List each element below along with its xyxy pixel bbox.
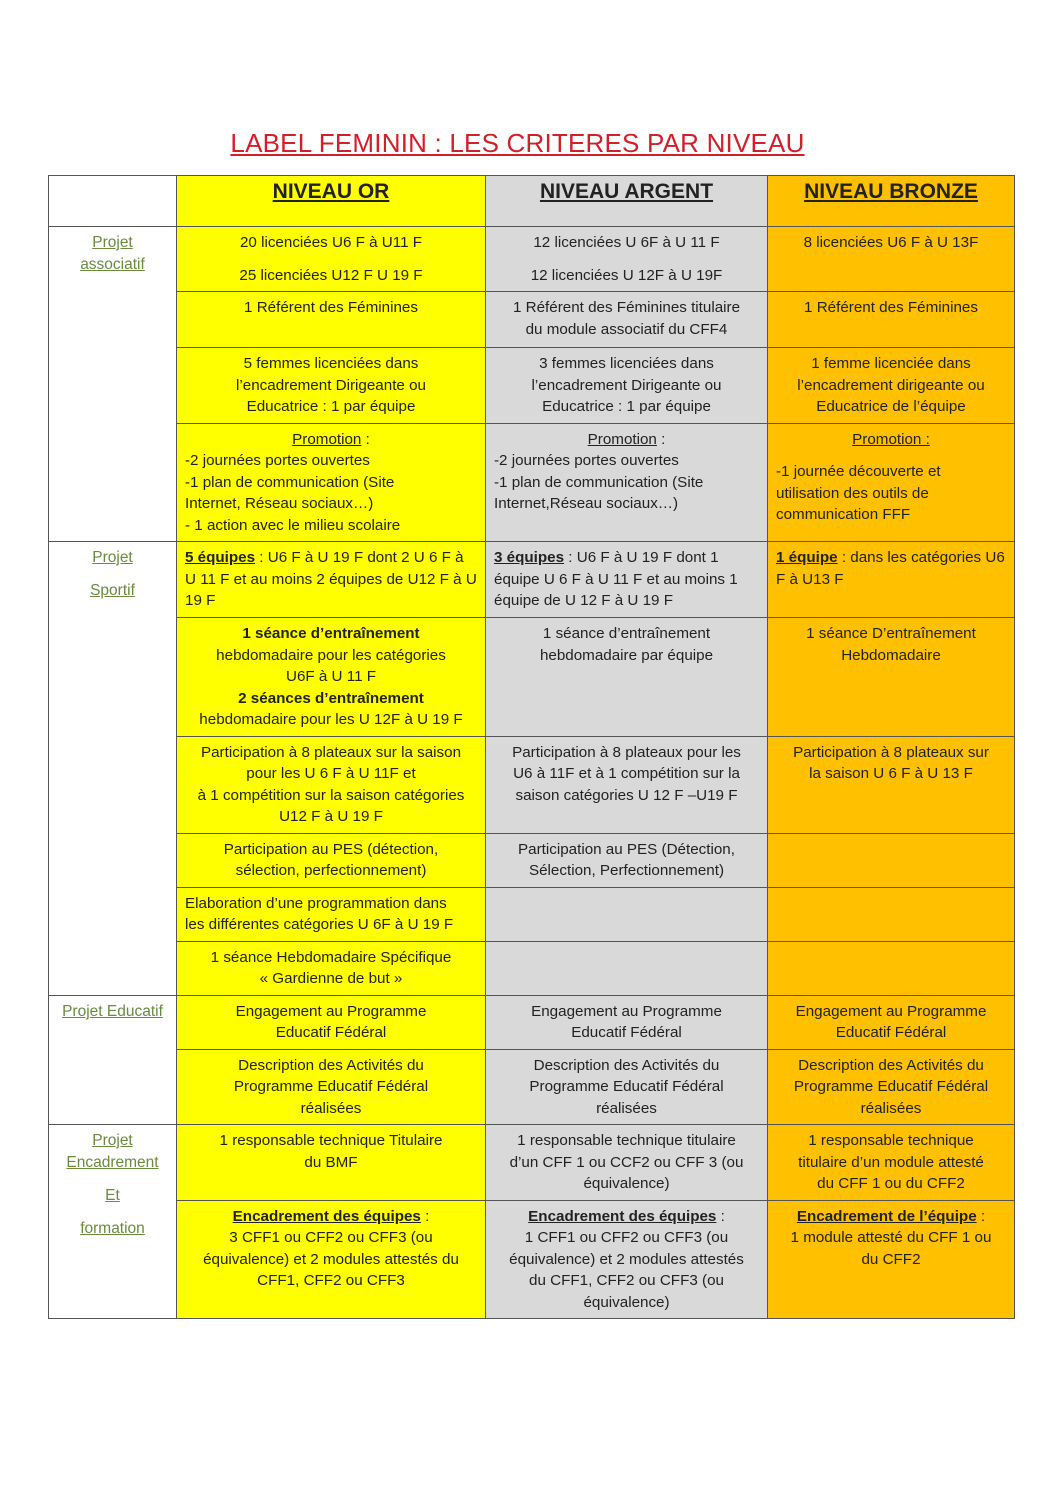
row-programmation [49,887,1015,941]
cell-argent-description: Description des Activités du Programme Educatif Fédéral réalisées [486,1049,768,1125]
header-or: NIVEAU OR [177,176,486,227]
row-referent [49,292,1015,348]
cell-bronze-femmes: 1 femme licenciée dans l’encadrement dirigeante ou Educatrice de l’équipe [768,348,1015,424]
row-engagement [49,995,1015,1049]
cell-or-promotion: Promotion : -2 journées portes ouvertes -1 plan de communication (Site Internet, Réseau sociaux…) - 1 action avec le milieu scolaire [177,423,486,542]
cell-argent-seance: 1 séance d’entraînement hebdomadaire par équipe [486,618,768,737]
row-plateaux [49,736,1015,833]
cell-argent-referent: 1 Référent des Féminines titulaire du module associatif du CFF4 [486,292,768,348]
cell-bronze-equipes: 1 équipe : dans les catégories U6 F à U13 F [768,542,1015,618]
cell-or-engagement: Engagement au Programme Educatif Fédéral [177,995,486,1049]
row-promotion [49,423,1015,542]
cell-bronze-licencies: 8 licenciées U6 F à U 13F [768,227,1015,292]
row-seance [49,618,1015,737]
row-femmes [49,348,1015,424]
cell-argent-gardienne [486,941,768,995]
row-equipes [49,542,1015,618]
cell-argent-licencies: 12 licenciées U 6F à U 11 F 12 licenciées U 12F à U 19F [486,227,768,292]
cell-or-plateaux: Participation à 8 plateaux sur la saison pour les U 6 F à U 11F et à 1 compétition sur la saison catégories U12 F à U 19 F [177,736,486,833]
cell-or-referent: 1 Référent des Féminines [177,292,486,348]
row-description [49,1049,1015,1125]
cell-argent-equipes: 3 équipes : U6 F à U 19 F dont 1 équipe U 6 F à U 11 F et au moins 1 équipe de U 12 F à U 19 F [486,542,768,618]
category-encadrement: Projet Encadrement Et formation [49,1125,177,1319]
cell-or-seance: 1 séance d’entraînement hebdomadaire pour les catégories U6F à U 11 F 2 séances d’entraînement hebdomadaire pour les U 12F à U 19 F [177,618,486,737]
category-sportif: Projet Sportif [49,542,177,996]
cell-argent-engagement: Engagement au Programme Educatif Fédéral [486,995,768,1049]
header-bronze: NIVEAU BRONZE [768,176,1015,227]
cell-argent-encadrement: Encadrement des équipes : 1 CFF1 ou CFF2 ou CFF3 (ou équivalence) et 2 modules attestés du CFF1, CFF2 ou CFF3 (ou équivalence) [486,1200,768,1319]
cell-or-licencies: 20 licenciées U6 F à U11 F 25 licenciées U12 F U 19 F [177,227,486,292]
cell-argent-programmation [486,887,768,941]
cell-or-responsable: 1 responsable technique Titulaire du BMF [177,1125,486,1201]
cell-bronze-programmation [768,887,1015,941]
header-row [49,176,1015,227]
row-encadrement-equipes [49,1200,1015,1319]
cell-or-description: Description des Activités du Programme Educatif Fédéral réalisées [177,1049,486,1125]
row-responsable [49,1125,1015,1201]
cell-or-programmation: Elaboration d’une programmation dans les différentes catégories U 6F à U 19 F [177,887,486,941]
cell-bronze-engagement: Engagement au Programme Educatif Fédéral [768,995,1015,1049]
category-associatif: Projet associatif [49,227,177,542]
cell-or-gardienne: 1 séance Hebdomadaire Spécifique « Gardienne de but » [177,941,486,995]
criteria-table [48,175,1015,1319]
cell-argent-plateaux: Participation à 8 plateaux pour les U6 à 11F et à 1 compétition sur la saison catégories U 12 F –U19 F [486,736,768,833]
cell-or-encadrement: Encadrement des équipes : 3 CFF1 ou CFF2 ou CFF3 (ou équivalence) et 2 modules attestés du CFF1, CFF2 ou CFF3 [177,1200,486,1319]
corner-cell [49,176,177,227]
cell-bronze-responsable: 1 responsable technique titulaire d’un module attesté du CFF 1 ou du CFF2 [768,1125,1015,1201]
cell-or-equipes: 5 équipes : U6 F à U 19 F dont 2 U 6 F à U 11 F et au moins 2 équipes de U12 F à U 19 F [177,542,486,618]
cell-argent-pes: Participation au PES (Détection, Sélection, Perfectionnement) [486,833,768,887]
cell-argent-promotion: Promotion : -2 journées portes ouvertes -1 plan de communication (Site Internet,Réseau sociaux…) [486,423,768,542]
header-argent: NIVEAU ARGENT [486,176,768,227]
cell-argent-responsable: 1 responsable technique titulaire d’un CFF 1 ou CCF2 ou CFF 3 (ou équivalence) [486,1125,768,1201]
cell-or-femmes: 5 femmes licenciées dans l’encadrement Dirigeante ou Educatrice : 1 par équipe [177,348,486,424]
cell-bronze-pes [768,833,1015,887]
page-title: LABEL FEMININ : LES CRITERES PAR NIVEAU [230,128,805,158]
cell-argent-femmes: 3 femmes licenciées dans l’encadrement Dirigeante ou Educatrice : 1 par équipe [486,348,768,424]
cell-bronze-gardienne [768,941,1015,995]
cell-bronze-seance: 1 séance D’entraînement Hebdomadaire [768,618,1015,737]
row-gardienne [49,941,1015,995]
cell-bronze-plateaux: Participation à 8 plateaux sur la saison U 6 F à U 13 F [768,736,1015,833]
cell-bronze-promotion: Promotion : -1 journée découverte et utilisation des outils de communication FFF [768,423,1015,542]
row-licencies [49,227,1015,292]
cell-bronze-encadrement: Encadrement de l’équipe : 1 module attesté du CFF 1 ou du CFF2 [768,1200,1015,1319]
cell-bronze-description: Description des Activités du Programme Educatif Fédéral réalisées [768,1049,1015,1125]
cell-or-pes: Participation au PES (détection, sélection, perfectionnement) [177,833,486,887]
row-pes [49,833,1015,887]
category-educatif: Projet Educatif [49,995,177,1125]
cell-bronze-referent: 1 Référent des Féminines [768,292,1015,348]
